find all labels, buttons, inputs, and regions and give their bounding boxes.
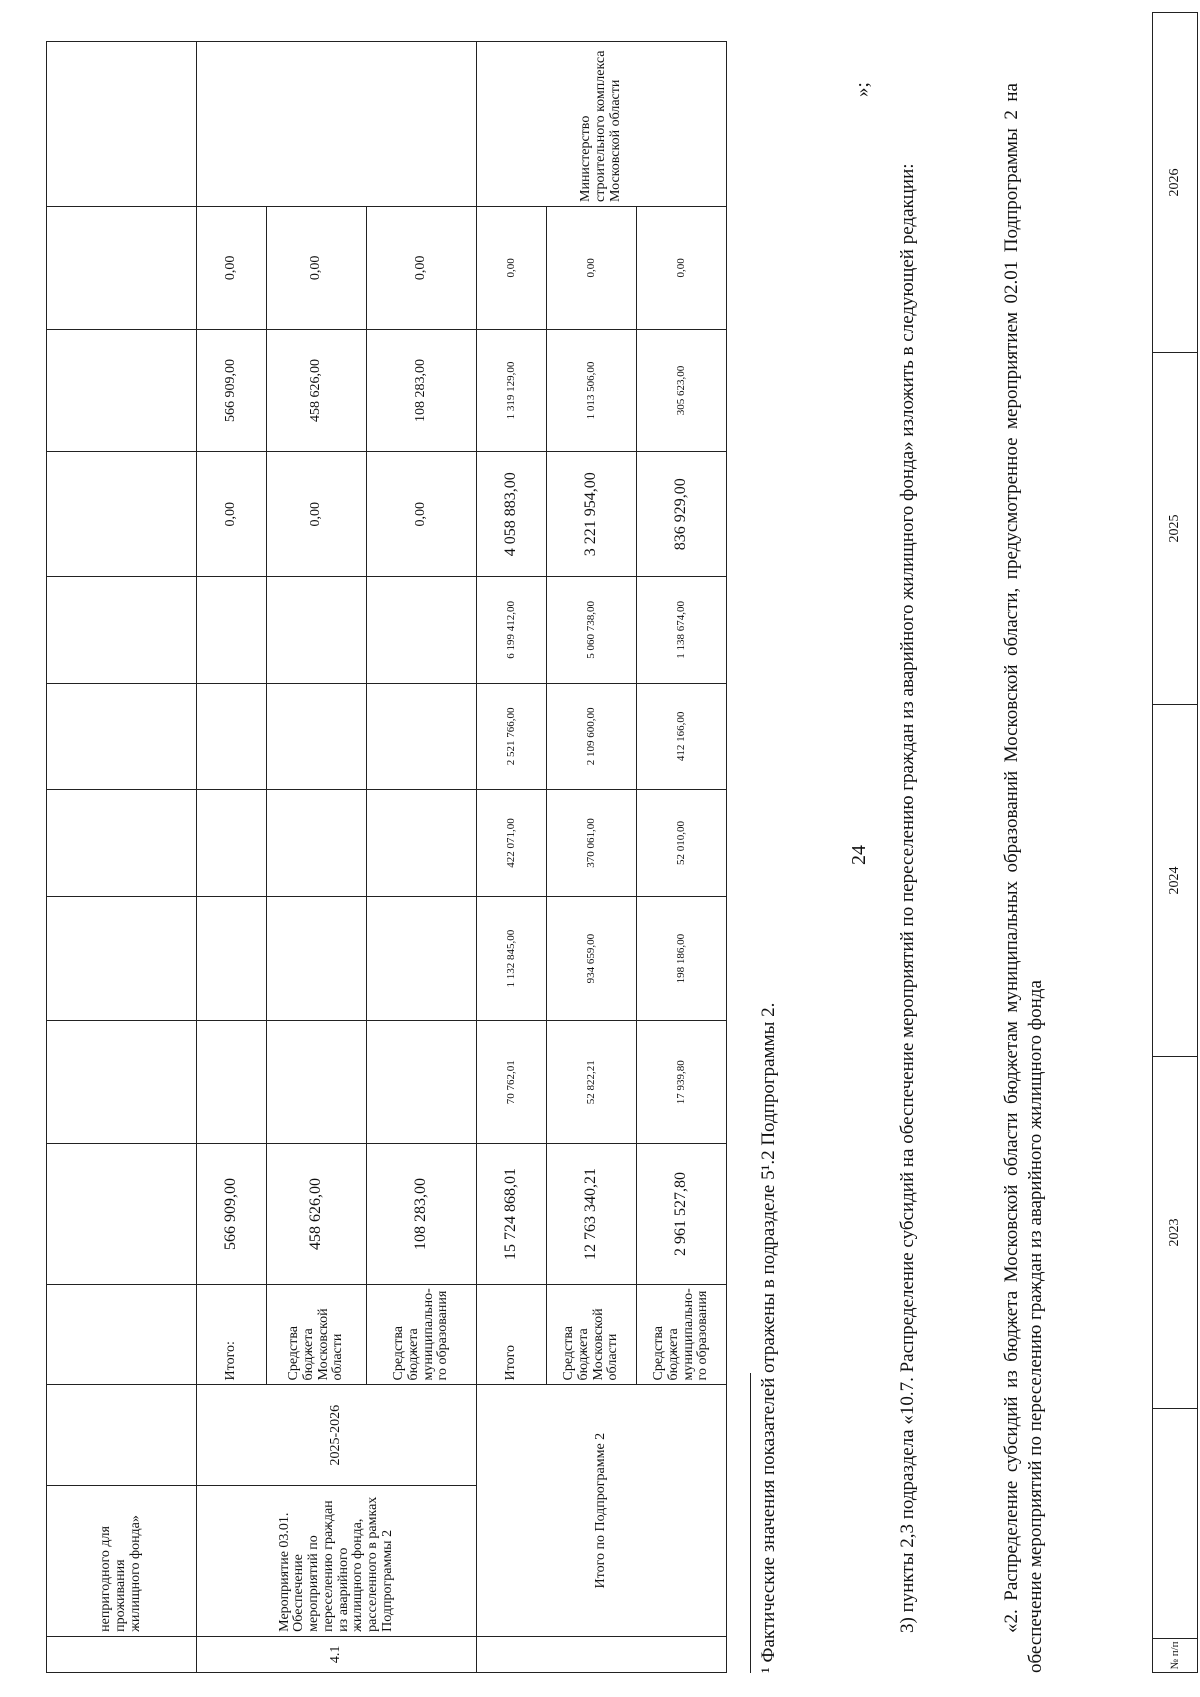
value-cell: 0,00	[197, 207, 267, 330]
table-row	[47, 42, 197, 1673]
period: 2025-2026	[197, 1385, 477, 1486]
value-cell: 1 013 506,00	[547, 329, 637, 452]
value-cell: 0,00	[477, 207, 547, 330]
table-row	[477, 42, 547, 1673]
table-row	[197, 42, 267, 1673]
value-cell: 3 221 954,00	[547, 452, 637, 577]
value-cell: 1 138 674,00	[637, 577, 727, 684]
value-cell: 5 060 738,00	[547, 577, 637, 684]
source: Итого:	[197, 1284, 267, 1385]
value-cell: 0,00	[547, 207, 637, 330]
total: 2 961 527,80	[637, 1144, 727, 1285]
value-cell: 2 521 766,00	[477, 683, 547, 790]
value-cell: 2 109 600,00	[547, 683, 637, 790]
value-cell: 1 132 845,00	[477, 896, 547, 1021]
footnote-separator	[750, 1373, 751, 1673]
page-number: 24	[848, 845, 870, 865]
measure-name: Мероприятие 03.01. Обеспечение мероприятий по переселению граждан из аварийного жилищного фонда, расселенного в рамках Подпрограммы 2	[197, 1485, 477, 1636]
header-year: 2023	[1153, 1057, 1198, 1409]
value-cell: 52 822,21	[547, 1021, 637, 1144]
value-cell: 0,00	[637, 207, 727, 330]
value-cell: 305 623,00	[637, 329, 727, 452]
value-cell: 422 071,00	[477, 790, 547, 897]
value-cell: 0,00	[267, 452, 367, 577]
value-cell: 566 909,00	[197, 329, 267, 452]
table-row	[1153, 13, 1198, 1673]
name-continued: непригодного для проживания жилищного фонда»	[47, 1485, 197, 1636]
total: 108 283,00	[367, 1144, 477, 1285]
header-year: 2026	[1153, 13, 1198, 353]
paragraph-quote: «2. Распределение субсидий из бюджета Московской области бюджетам муниципальных образований Московской области, предусмотренное мероприятием 02.01 Подпрограммы 2 на обеспечение мероприятий по переселению граждан из аварийного жилищного фонда	[1001, 83, 1046, 1673]
total: 12 763 340,21	[547, 1144, 637, 1285]
value-cell: 0,00	[197, 452, 267, 577]
value-cell: 412 166,00	[637, 683, 727, 790]
value-cell: 6 199 412,00	[477, 577, 547, 684]
value-cell: 0,00	[367, 207, 477, 330]
value-cell: 70 762,01	[477, 1021, 547, 1144]
source: Средства бюджета муниципально-го образования	[367, 1284, 477, 1385]
value-cell: 108 283,00	[367, 329, 477, 452]
source: Средства бюджета Московской области	[267, 1284, 367, 1385]
header-number: № п/п	[1153, 1639, 1198, 1673]
paragraph-3: 3) пункты 2,3 подраздела «10.7. Распределение субсидий на обеспечение мероприятий по переселению граждан из аварийного жилищного фонда» изложить в следующей редакции:	[897, 163, 918, 1633]
value-cell: 52 010,00	[637, 790, 727, 897]
value-cell: 836 929,00	[637, 452, 727, 577]
total: 15 724 868,01	[477, 1144, 547, 1285]
footnote: ¹ Фактические значения показателей отражены в подразделе 5¹.2 Подпрограммы 2.	[758, 1002, 779, 1673]
total: 458 626,00	[267, 1144, 367, 1285]
header-year: 2025	[1153, 353, 1198, 705]
value-cell: 4 058 883,00	[477, 452, 547, 577]
value-cell: 934 659,00	[547, 896, 637, 1021]
closing-quote: »;	[852, 82, 873, 97]
value-cell: 198 186,00	[637, 896, 727, 1021]
executor: Министерство строительного комплекса Московской области	[477, 42, 727, 207]
value-cell: 370 061,00	[547, 790, 637, 897]
value-cell: 0,00	[367, 452, 477, 577]
value-cell: 0,00	[267, 207, 367, 330]
total: 566 909,00	[197, 1144, 267, 1285]
header-year: 2024	[1153, 705, 1198, 1057]
value-cell: 1 319 129,00	[477, 329, 547, 452]
value-cell: 458 626,00	[267, 329, 367, 452]
row-number: 4.1	[197, 1636, 477, 1672]
source: Средства бюджета Московской области	[547, 1284, 637, 1385]
subtotal-name: Итого по Подпрограмме 2	[477, 1385, 727, 1636]
source: Итого	[477, 1284, 547, 1385]
source: Средства бюджета муниципально-го образования	[637, 1284, 727, 1385]
budget-table	[46, 41, 727, 1673]
value-cell: 17 939,80	[637, 1021, 727, 1144]
subsidy-table	[1152, 12, 1198, 1673]
